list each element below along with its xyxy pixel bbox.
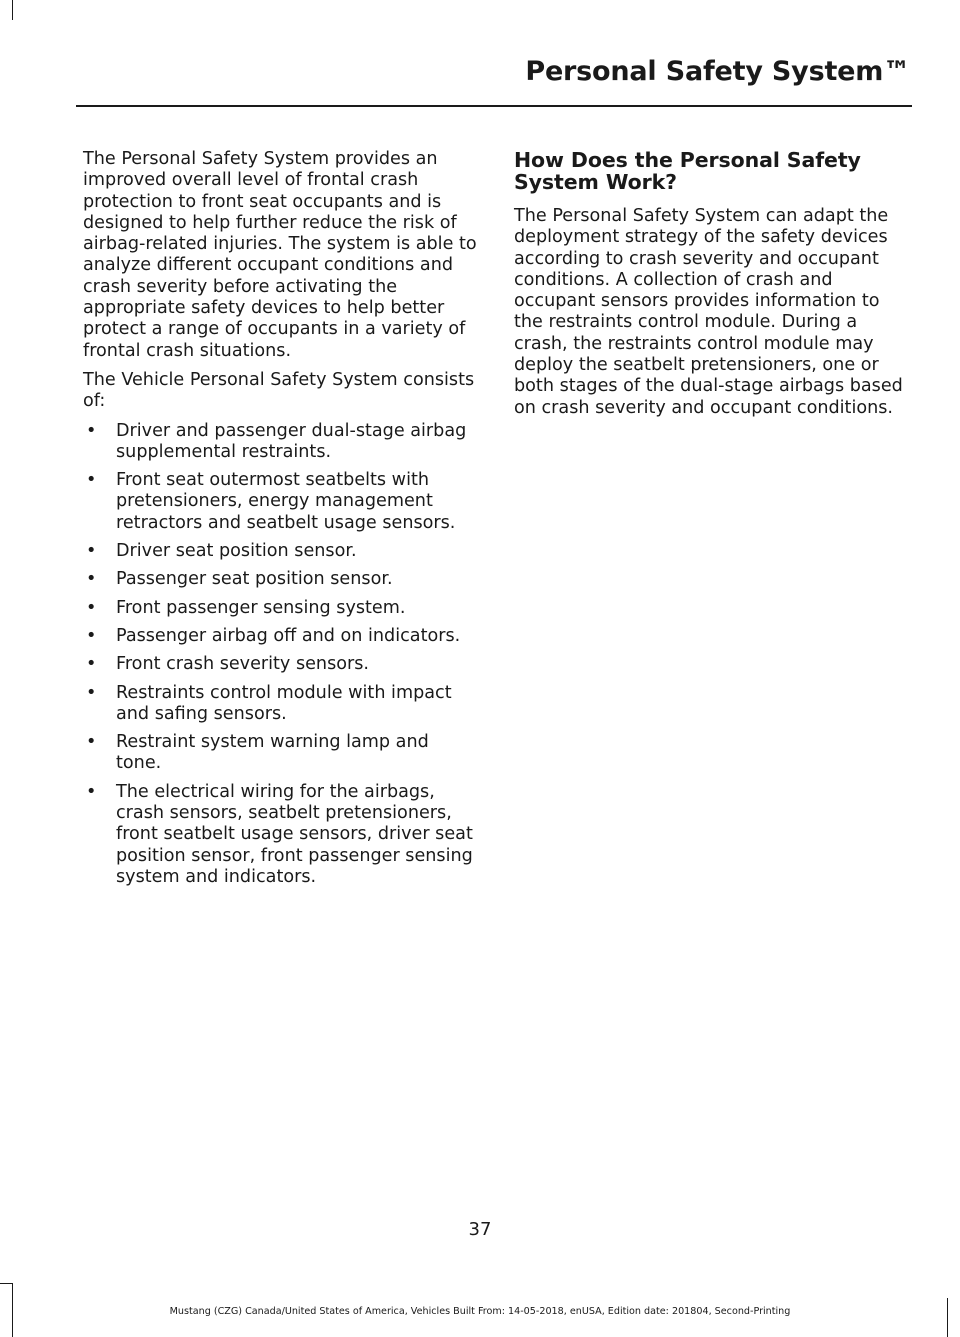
page-title: Personal Safety System™ xyxy=(525,56,910,87)
intro-paragraph: The Personal Safety System provides an improved overall level of frontal crash protection to front seat occupants and is designed to help further reduce the risk of airbag-related injuries. The system is able to analyze different occupant conditions and crash severity before activating the appropriate safety devices to help better protect a range of occupants in a variety of frontal crash situations. xyxy=(83,149,477,361)
component-list xyxy=(83,421,479,889)
list-item-text: Front crash severity sensors. xyxy=(116,654,370,675)
bullet-icon: • xyxy=(86,541,97,562)
list-item-text: Front seat outermost seatbelts with pretensioners, energy management retractors and seatbelt usage sensors. xyxy=(116,470,456,533)
list-item-text: Passenger seat position sensor. xyxy=(116,569,393,590)
consists-of-paragraph: The Vehicle Personal Safety System consists of: xyxy=(83,369,475,412)
crop-mark-bottom-right xyxy=(947,1298,948,1337)
list-item-text: Driver and passenger dual-stage airbag supplemental restraints. xyxy=(116,420,467,462)
list-item xyxy=(83,626,479,647)
bullet-icon: • xyxy=(86,732,97,753)
how-it-works-paragraph: The Personal Safety System can adapt the deployment strategy of the safety devices according to crash severity and occupant conditions. A collection of crash and occupant sensors provides information to the restraints control module. During a crash, the restraints control module may deploy the seatbelt pretensioners, one or both stages of the dual-stage airbags based on crash severity and occupant conditions. xyxy=(514,206,903,418)
bullet-icon: • xyxy=(86,781,97,802)
crop-mark-bottom-left-horizontal xyxy=(0,1283,13,1284)
crop-mark-top-left xyxy=(12,0,13,20)
list-item xyxy=(83,782,479,888)
bullet-icon: • xyxy=(86,682,97,703)
list-item-text: Front passenger sensing system. xyxy=(116,597,406,618)
header-divider xyxy=(76,105,912,107)
bullet-icon: • xyxy=(86,597,97,618)
list-item xyxy=(83,654,479,675)
list-item xyxy=(83,470,479,534)
bullet-icon: • xyxy=(86,625,97,646)
list-item xyxy=(83,598,479,619)
bullet-icon: • xyxy=(86,420,97,441)
right-column xyxy=(514,149,912,427)
left-column xyxy=(83,149,479,895)
list-item-text: Restraint system warning lamp and tone. xyxy=(116,732,429,774)
list-item xyxy=(83,421,479,464)
list-item-text: Passenger airbag off and on indicators. xyxy=(116,625,461,646)
list-item xyxy=(83,683,479,726)
bullet-icon: • xyxy=(86,654,97,675)
list-item xyxy=(83,569,479,590)
bullet-icon: • xyxy=(86,569,97,590)
page-number: 37 xyxy=(468,1219,492,1240)
list-item xyxy=(83,732,479,775)
list-item-text: The electrical wiring for the airbags, crash sensors, seatbelt pretensioners, front seatbelt usage sensors, driver seat position sensor, front passenger sensing system and indicators. xyxy=(116,781,473,887)
bullet-icon: • xyxy=(86,470,97,491)
section-heading: How Does the Personal Safety System Work? xyxy=(514,148,861,194)
list-item xyxy=(83,541,479,562)
list-item-text: Driver seat position sensor. xyxy=(116,541,357,562)
edition-footer: Mustang (CZG) Canada/United States of America, Vehicles Built From: 14-05-2018, enUSA, Edition date: 201804, Second-Printing xyxy=(169,1306,791,1317)
list-item-text: Restraints control module with impact and safing sensors. xyxy=(116,682,452,724)
